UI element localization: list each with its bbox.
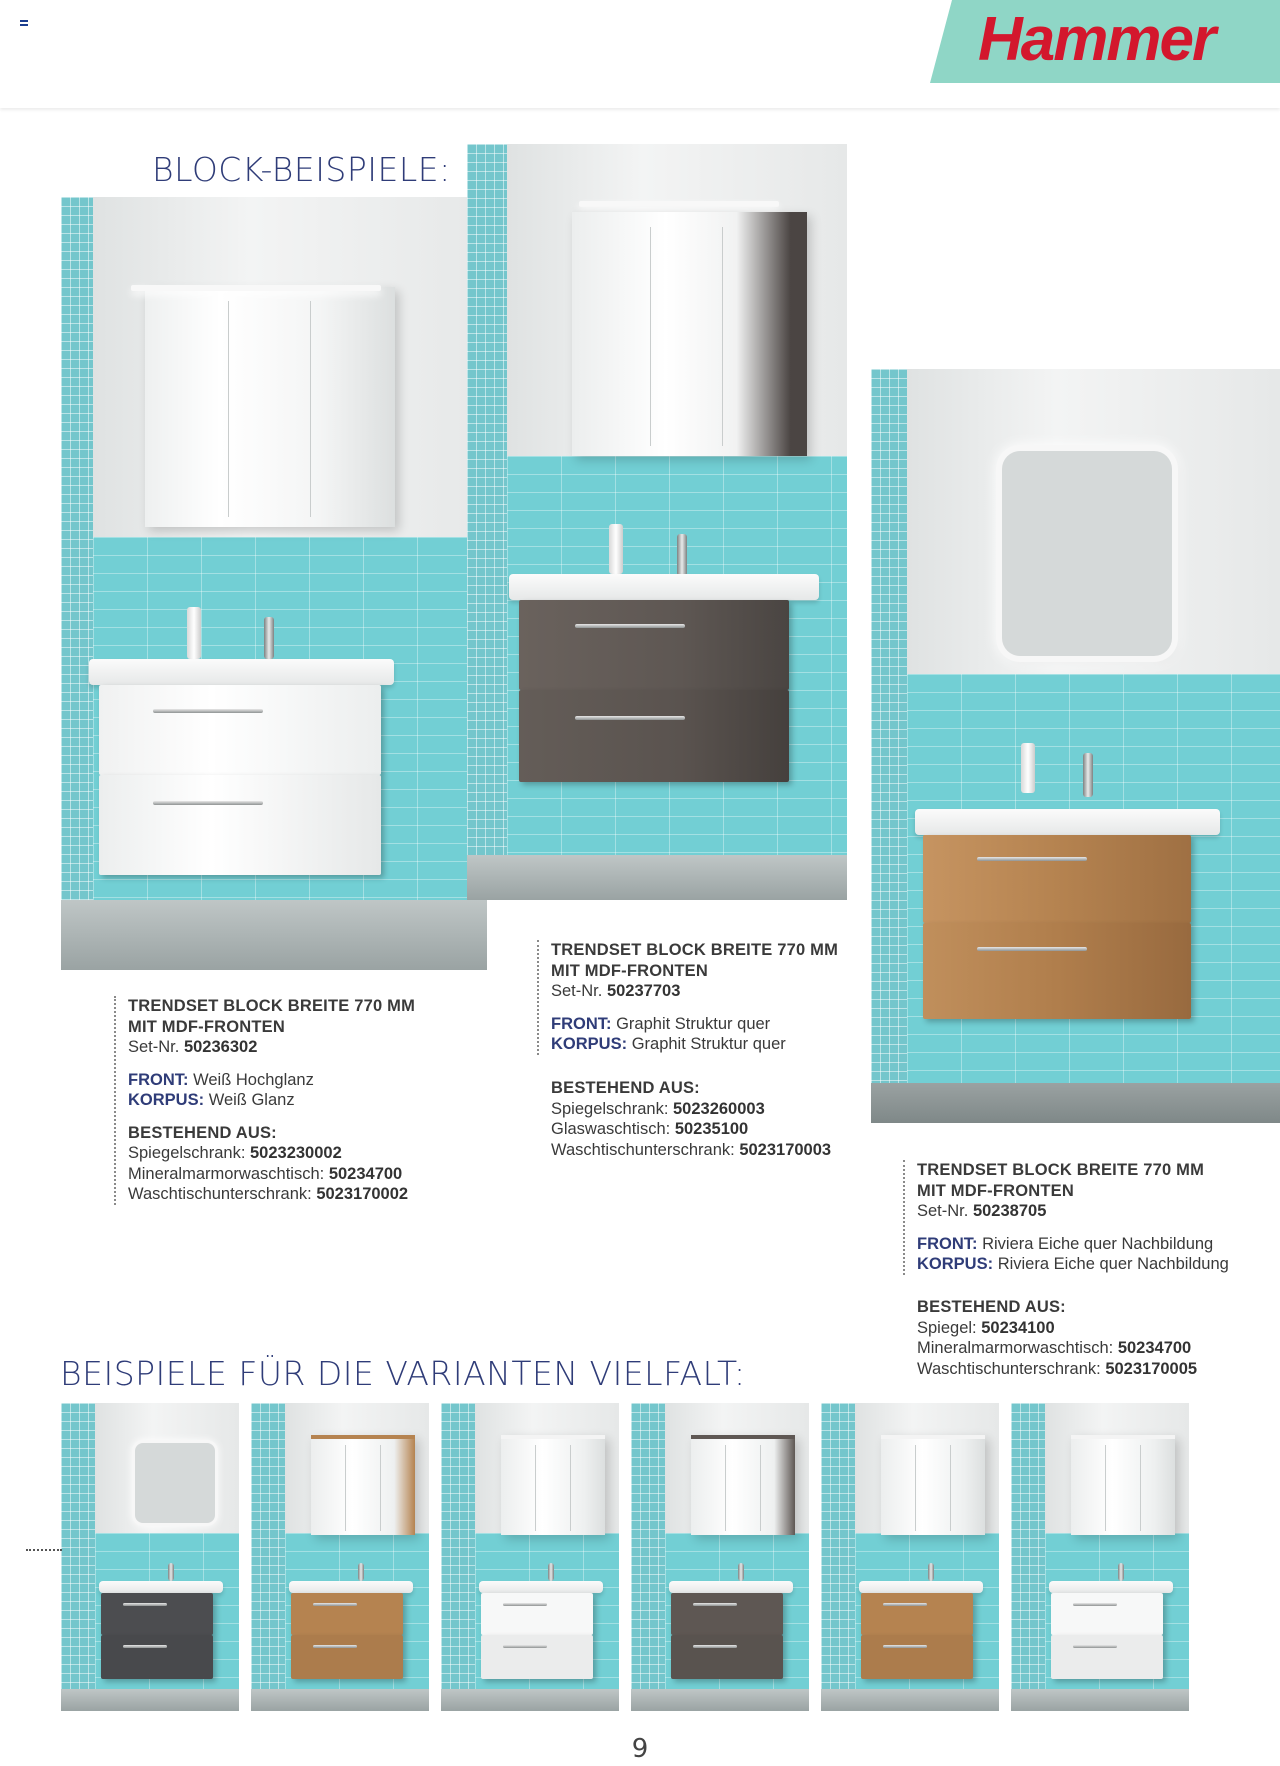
front-label: FRONT:: [917, 1234, 978, 1253]
page-number: 9: [631, 1734, 649, 1764]
product-spec-1: [114, 996, 458, 1205]
variant-thumbnail: [1011, 1403, 1189, 1711]
product-subtitle: MIT MDF-FRONTEN: [128, 1017, 285, 1036]
product-title: TRENDSET BLOCK BREITE 770 MM: [128, 997, 416, 1015]
set-label: Set-Nr.: [128, 1038, 180, 1056]
variant-thumbnail: [251, 1403, 429, 1711]
product-photo-white: [61, 197, 487, 970]
components-label: BESTEHEND AUS:: [917, 1298, 1066, 1316]
component-item: Mineralmarmorwaschtisch: 50234700: [917, 1339, 1192, 1357]
component-item: Spiegelschrank: 5023230002: [128, 1144, 342, 1162]
component-item: Waschtischunterschrank: 5023170005: [917, 1359, 1198, 1378]
korpus-label: KORPUS:: [551, 1035, 628, 1053]
block-examples-heading: BLOCK-BEISPIELE:: [152, 150, 451, 189]
product-photo-oak: [871, 369, 1280, 1123]
hammer-logo[interactable]: Hammer: [978, 5, 1215, 74]
front-value: Riviera Eiche quer Nachbildung: [982, 1234, 1214, 1253]
korpus-label: KORPUS:: [917, 1255, 994, 1273]
variants-heading: BEISPIELE FÜR DIE VARIANTEN VIELFALT:: [60, 1354, 746, 1393]
variant-thumbnail: [821, 1403, 999, 1711]
product-spec-2: [537, 940, 881, 1055]
set-number: 50237703: [606, 982, 681, 1000]
components-label: BESTEHEND AUS:: [551, 1079, 700, 1097]
variant-thumbnail: [61, 1403, 239, 1711]
page-header: [0, 0, 1280, 108]
set-number: 50238705: [972, 1202, 1047, 1220]
language-flag-icon[interactable]: [20, 20, 28, 26]
product-title: TRENDSET BLOCK BREITE 770 MM: [917, 1161, 1205, 1179]
set-label: Set-Nr.: [551, 982, 603, 1000]
product-photo-graphite: [467, 144, 847, 900]
front-label: FRONT:: [551, 1014, 612, 1033]
front-label: FRONT:: [128, 1070, 189, 1089]
korpus-value: Graphit Struktur quer: [631, 1035, 786, 1053]
mirror-cabinet: [572, 212, 807, 456]
component-item: Mineralmarmorwaschtisch: 50234700: [128, 1164, 403, 1183]
product-spec-3-components: [903, 1297, 1267, 1379]
component-item: Glaswaschtisch: 50235100: [551, 1120, 749, 1138]
product-subtitle: MIT MDF-FRONTEN: [917, 1181, 1074, 1200]
dotted-marker: [26, 1549, 62, 1551]
component-item: Waschtischunterschrank: 5023170003: [551, 1140, 832, 1159]
product-subtitle: MIT MDF-FRONTEN: [551, 961, 708, 980]
led-mirror: [1002, 451, 1172, 656]
component-item: Spiegelschrank: 5023260003: [551, 1099, 765, 1118]
set-label: Set-Nr.: [917, 1202, 969, 1220]
component-item: Waschtischunterschrank: 5023170002: [128, 1185, 409, 1203]
set-number: 50236302: [183, 1038, 258, 1056]
front-value: Graphit Struktur quer: [616, 1014, 771, 1033]
components-label: BESTEHEND AUS:: [128, 1123, 277, 1142]
front-value: Weiß Hochglanz: [193, 1070, 314, 1089]
variant-thumbnail: [631, 1403, 809, 1711]
korpus-value: Weiß Glanz: [208, 1091, 295, 1109]
product-spec-2-components: [537, 1078, 881, 1160]
variant-thumbnail: [441, 1403, 619, 1711]
product-spec-3: [903, 1160, 1267, 1275]
component-item: Spiegel: 50234100: [917, 1318, 1055, 1337]
korpus-value: Riviera Eiche quer Nachbildung: [997, 1255, 1229, 1273]
mirror-cabinet: [145, 287, 395, 527]
korpus-label: KORPUS:: [128, 1091, 205, 1109]
product-title: TRENDSET BLOCK BREITE 770 MM: [551, 941, 839, 959]
